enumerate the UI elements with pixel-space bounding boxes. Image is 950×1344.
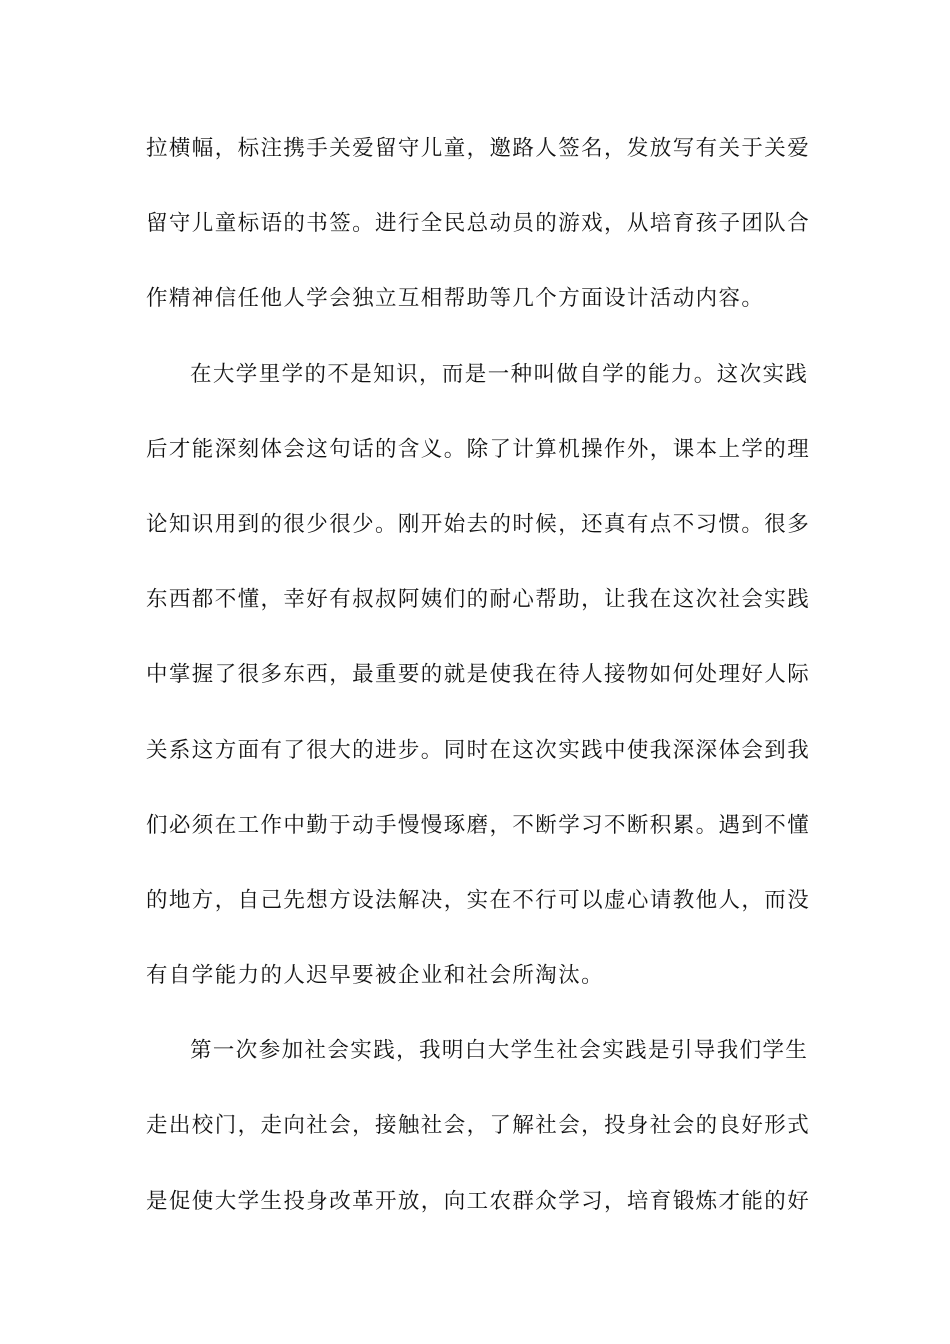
text-line: 关系这方面有了很大的进步。同时在这次实践中使我深深体会到我 bbox=[146, 737, 811, 763]
text-line: 是促使大学生投身改革开放，向工农群众学习，培育锻炼才能的好 bbox=[146, 1188, 811, 1214]
text-line: 作精神信任他人学会独立互相帮助等几个方面设计活动内容。 bbox=[146, 286, 765, 312]
paragraph-start-line: 第一次参加社会实践，我明白大学生社会实践是引导我们学生 bbox=[190, 1038, 809, 1064]
text-line: 走出校门，走向社会，接触社会，了解社会，投身社会的良好形式 bbox=[146, 1113, 811, 1139]
body-text bbox=[146, 126, 811, 1254]
paragraph-start-line: 在大学里学的不是知识，而是一种叫做自学的能力。这次实践 bbox=[190, 361, 809, 387]
text-line: 论知识用到的很少很少。刚开始去的时候，还真有点不习惯。很多 bbox=[146, 511, 811, 537]
text-line: 有自学能力的人迟早要被企业和社会所淘汰。 bbox=[146, 963, 605, 989]
text-line: 的地方，自己先想方设法解决，实在不行可以虚心请教他人，而没 bbox=[146, 887, 811, 913]
text-line: 中掌握了很多东西，最重要的就是使我在待人接物如何处理好人际 bbox=[146, 662, 811, 688]
text-line: 们必须在工作中勤于动手慢慢琢磨，不断学习不断积累。遇到不懂 bbox=[146, 812, 811, 838]
text-line: 拉横幅，标注携手关爱留守儿童，邀路人签名，发放写有关于关爱 bbox=[146, 136, 811, 161]
text-line: 留守儿童标语的书签。进行全民总动员的游戏，从培育孩子团队合 bbox=[146, 211, 811, 237]
text-line: 东西都不懂，幸好有叔叔阿姨们的耐心帮助，让我在这次社会实践 bbox=[146, 587, 811, 613]
text-line: 后才能深刻体会这句话的含义。除了计算机操作外，课本上学的理 bbox=[146, 436, 811, 462]
